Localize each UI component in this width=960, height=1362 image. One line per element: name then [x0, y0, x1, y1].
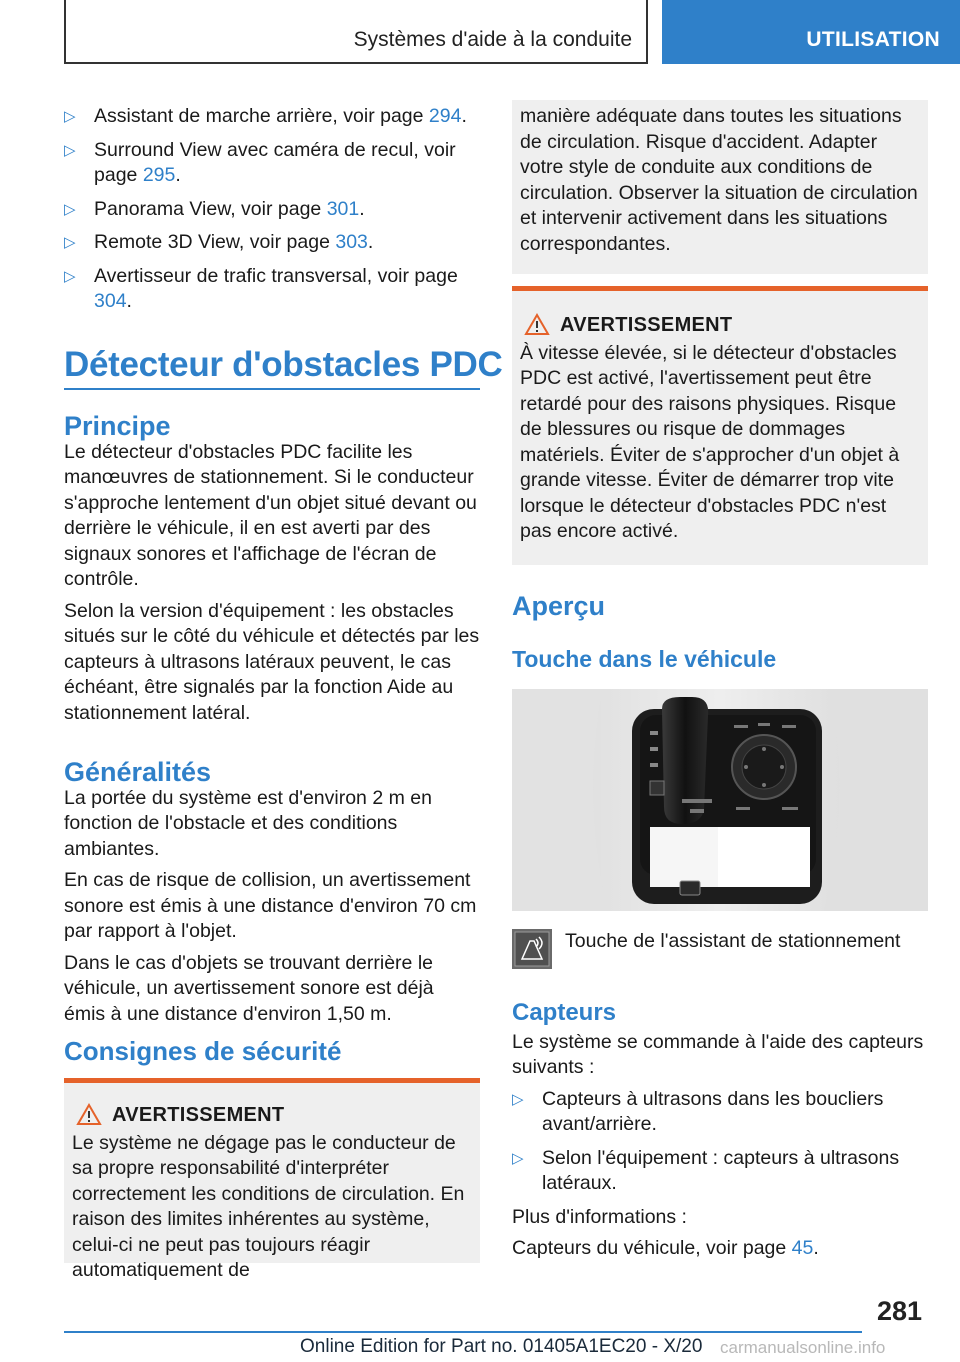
warning-box: [64, 1083, 480, 1281]
page-link[interactable]: 301: [326, 197, 360, 220]
paragraph: La portée du système est d'environ 2 m en fonction de l'obstacle et des conditions ambiantes.: [64, 786, 432, 860]
watermark: carmanualsonline.info: [720, 1338, 886, 1357]
paragraph: Capteurs du véhicule, voir page 45.: [512, 1237, 819, 1259]
left-column: [64, 104, 480, 323]
warning-triangle-icon: [76, 1103, 102, 1126]
page-link[interactable]: 304: [94, 290, 127, 312]
paragraph: En cas de risque de collision, un avertissement sonore est émis à une distance d'environ 70 cm par rapport à l'objet.: [64, 869, 477, 942]
chapter-title-rule: [64, 388, 480, 390]
list-item: ▷ Selon l'équipement : capteurs à ultrasons latéraux.: [512, 1146, 900, 1194]
triangle-bullet-icon: ▷: [64, 200, 76, 218]
section-title-generalites: Généralités: [64, 757, 212, 787]
paragraph: Plus d'informations :: [512, 1205, 687, 1228]
principe-section: [64, 411, 480, 732]
warning-text: manière adéquate dans toutes les situations de circulation. Risque d'accident. Adapter votre style de conduite aux conditions de circulation. Observer la situation de circulation et intervenir activement dans les situations correspondantes.: [520, 105, 918, 255]
triangle-bullet-icon: ▷: [512, 1149, 524, 1167]
triangle-bullet-icon: ▷: [64, 267, 76, 285]
page-link[interactable]: 295: [142, 164, 176, 186]
paragraph: Le système se commande à l'aide des capteurs suivants :: [512, 1030, 924, 1078]
paragraph: Selon la version d'équipement : les obstacles situés sur le côté du véhicule et détectés par les capteurs à ultrasons latéraux peuvent, le cas échéant, être signalés par la fonction Aide au stationnement latéral.: [64, 599, 480, 724]
list-item: ▷ Capteurs à ultrasons dans les boucliers avant/arrière.: [512, 1087, 884, 1135]
list-item: ▷ Remote 3D View, voir page 303.: [64, 230, 480, 256]
chapter-title: Détecteur d'obstacles PDC: [64, 345, 503, 384]
warning-title: AVERTISSEMENT: [112, 1104, 285, 1126]
triangle-bullet-icon: ▷: [512, 1090, 524, 1108]
paragraph: Le détecteur d'obstacles PDC facilite les manœuvres de stationnement. Si le conducteur s'approche lentement d'un objet situé devant ou derrière le véhicule, il en est averti par des signaux sonores et l'affichage de l'écran de contrôle.: [64, 440, 477, 590]
center-console-photo: [512, 689, 928, 911]
warning-box: [512, 291, 928, 565]
triangle-bullet-icon: ▷: [64, 108, 76, 125]
parking-assistant-button-icon: [512, 929, 552, 969]
warning-title: AVERTISSEMENT: [560, 314, 733, 336]
list-item: ▷ Avertisseur de trafic transversal, voir page 304.: [64, 264, 458, 312]
warning-text: Le système ne dégage pas le conducteur de sa propre responsabilité d'interpréter correctement les conditions de circulation. En raison des limites inhérentes au système, celui-ci ne peut pas toujours réagir automatiquement de: [72, 1131, 465, 1281]
section-title-consignes: Consignes de sécurité: [64, 1036, 342, 1066]
generalites-section: [64, 757, 480, 1033]
list-item: ▷ Surround View avec caméra de recul, voir page 295.: [64, 138, 456, 186]
page-link[interactable]: 303: [335, 231, 368, 253]
list-item: ▷ Panorama View, voir page 301.: [64, 197, 480, 223]
section-title-principe: Principe: [64, 411, 171, 441]
page-link[interactable]: 294: [428, 105, 462, 127]
warning-text: À vitesse élevée, si le détecteur d'obstacles PDC est activé, l'avertissement peut être retardé pour des raisons physiques. Risque de blessures ou risque de dommages matériels. Éviter de s'approcher d'un objet à grande vitesse. Éviter de démarrer trop vite lorsque le détecteur d'obstacles PDC n'est pas encore activé.: [520, 341, 900, 542]
section-title-apercu: Aperçu: [512, 591, 606, 621]
button-caption: Touche de l'assistant de stationnement: [565, 930, 901, 952]
triangle-bullet-icon: ▷: [64, 234, 76, 251]
subsection-title-capteurs: Capteurs: [512, 999, 617, 1026]
capteurs-section: [512, 1000, 928, 1268]
warning-triangle-icon: [524, 313, 550, 336]
footer-rule: [64, 1331, 862, 1333]
page-number: 281: [876, 1296, 922, 1326]
list-item: ▷ Assistant de marche arrière, voir page 294.: [64, 104, 480, 130]
subsection-title-touche: Touche dans le véhicule: [512, 646, 777, 672]
header-tab-label: UTILISATION: [806, 28, 940, 51]
header-section-title: Systèmes d'aide à la conduite: [353, 28, 632, 51]
footer-edition: Online Edition for Part no. 01405A1EC20 - X/20: [300, 1336, 703, 1357]
warning-box-continued: [512, 100, 928, 274]
page-link[interactable]: 45: [791, 1237, 814, 1259]
paragraph: Dans le cas d'objets se trouvant derrière le véhicule, un avertissement sonore est déjà émis à une distance d'environ 1,50 m.: [64, 951, 434, 1025]
triangle-bullet-icon: ▷: [64, 141, 76, 159]
